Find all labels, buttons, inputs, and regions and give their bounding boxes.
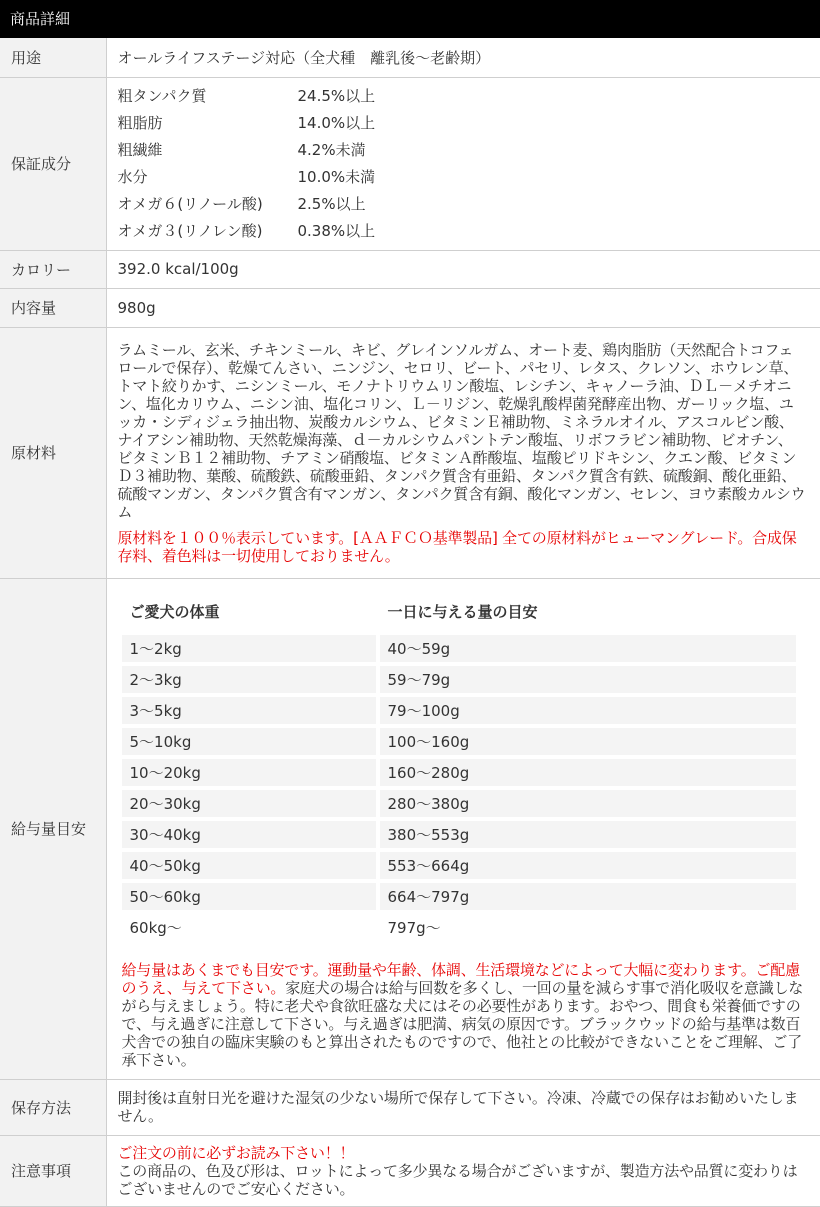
weight-cell: 3～5kg [122, 697, 376, 724]
weight-cell: 10～20kg [122, 759, 376, 786]
table-row [122, 914, 797, 941]
volume-value: 980g [106, 288, 820, 327]
row-storage [0, 1079, 820, 1135]
weight-cell: 5～10kg [122, 728, 376, 755]
row-ingredients [0, 327, 820, 578]
calorie-value: 392.0 kcal/100g [106, 250, 820, 288]
notice-warning: ご注文の前に必ずお読み下さい！！ [117, 1143, 355, 1162]
table-row [122, 697, 797, 724]
product-detail-table [0, 38, 820, 1207]
ingredients-note: 原材料を１００％表示しています。[ＡＡＦＣＯ基準製品] 全ての原材料がヒューマングレード。合成保存料、着色料は一切使用しておりません。 [117, 528, 797, 565]
amount-cell: 40～59g [380, 635, 797, 662]
row-label: 給与量目安 [0, 578, 106, 1079]
amount-cell: 280～380g [380, 790, 797, 817]
table-row [122, 790, 797, 817]
weight-cell: 1～2kg [122, 635, 376, 662]
column-header-weight: ご愛犬の体重 [129, 603, 220, 621]
row-label: 用途 [0, 38, 106, 77]
weight-cell: 60kg～ [122, 914, 376, 941]
feeding-note-warning: 給与量はあくまでも目安です。運動量や年齢、体調、生活環境などによって大幅に変わります。ご配慮のうえ、与えて下さい。 [121, 960, 800, 997]
nutrient-name: オメガ６(リノール酸) [117, 195, 263, 213]
amount-cell: 380～553g [380, 821, 797, 848]
row-label: 保証成分 [0, 77, 106, 250]
weight-cell: 30～40kg [122, 821, 376, 848]
row-label: 保存方法 [0, 1079, 106, 1135]
nutrient-value: 24.5%以上 [297, 87, 376, 105]
section-header [0, 0, 820, 38]
amount-cell: 100～160g [380, 728, 797, 755]
weight-cell: 20～30kg [122, 790, 376, 817]
weight-cell: 50～60kg [122, 883, 376, 910]
feeding-note-text: 家庭犬の場合は給与回数を多くし、一回の量を減らす事で消化吸収を意識しながら与えましょう。特に老犬や食欲旺盛な犬にはその必要性があります。おやつ、間食も栄養価ですので、与え過ぎに注意して下さい。与え過ぎは肥満、病気の原因です。ブラックウッドの給与基準は数百犬舎での独自の臨床実験のもと算出されたものですので、他社との比較ができないことをご理解、ご了承下さい。 [121, 978, 804, 1069]
nutrient-value: 2.5%以上 [297, 195, 366, 213]
notice-text: この商品の、色及び形は、ロットによって多少異なる場合がございますが、製造方法や品質に変わりはございませんのでご安心ください。 [117, 1161, 798, 1198]
nutrient-name: 粗繊維 [117, 141, 163, 159]
row-feeding [0, 578, 820, 1079]
nutrient-value: 10.0%未満 [297, 168, 376, 186]
section-title: 商品詳細 [10, 10, 71, 28]
weight-cell: 2～3kg [122, 666, 376, 693]
weight-cell: 40～50kg [122, 852, 376, 879]
row-label: 注意事項 [0, 1135, 106, 1206]
nutrient-name: オメガ３(リノレン酸) [117, 222, 263, 240]
amount-cell: 664～797g [380, 883, 797, 910]
nutrient-value: 4.2%未満 [297, 141, 366, 159]
row-notice [0, 1135, 820, 1206]
feeding-section [118, 579, 807, 1079]
nutrient-name: 粗タンパク質 [117, 87, 207, 105]
row-use [0, 38, 820, 77]
row-volume [0, 288, 820, 327]
table-row [122, 666, 797, 693]
amount-cell: 553～664g [380, 852, 797, 879]
table-row [122, 852, 797, 879]
ingredients-text: ラムミール、玄米、チキンミール、キビ、グレインソルガム、オート麦、鶏肉脂肪（天然配合トコフェロールで保存）、乾燥てんさい、ニンジン、セロリ、ビート、パセリ、レタス、クレソン、ホウレン草、トマト絞りかす、ニシンミール、モノナトリウムリン酸塩、レシチン、キャノーラ油、ＤＬ－メチオニン、塩化カリウム、ニシン油、塩化コリン、Ｌ－リジン、乾燥乳酸桿菌発酵産出物、ガーリック塩、ユッカ・シディジェラ抽出物、炭酸カルシウム、ビタミンＥ補助物、ミネラルオイル、アスコルビン酸、ナイアシン補助物、天然乾燥海藻、ｄ－カルシウムパントテン酸塩、リボフラビン補助物、ビオチン、ビタミンＢ１２補助物、チアミン硝酸塩、ビタミンＡ酢酸塩、塩酸ピリドキシン、クエン酸、ビタミンＤ３補助物、葉酸、硫酸鉄、硫酸亜鉛、タンパク質含有亜鉛、タンパク質含有鉄、硫酸銅、酸化亜鉛、硫酸マンガン、タンパク質含有マンガン、タンパク質含有銅、酸化マンガン、セレン、ヨウ素酸カルシウム [117, 340, 806, 521]
table-row [122, 883, 797, 910]
feeding-note [122, 961, 805, 1069]
nutrient-value: 14.0%以上 [297, 114, 376, 132]
row-label: 原材料 [0, 327, 106, 578]
nutrient-name: 粗脂肪 [117, 114, 163, 132]
feeding-header [122, 593, 797, 631]
row-label: カロリー [0, 250, 106, 288]
amount-cell: 59～79g [380, 666, 797, 693]
table-row [122, 635, 797, 662]
table-row [122, 759, 797, 786]
amount-cell: 79～100g [380, 697, 797, 724]
nutrient-value: 0.38%以上 [297, 222, 376, 240]
use-value: オールライフステージ対応（全犬種 離乳後～老齢期） [106, 38, 820, 77]
table-row [122, 821, 797, 848]
feeding-table [118, 589, 801, 945]
row-calorie [0, 250, 820, 288]
amount-cell: 160～280g [380, 759, 797, 786]
table-row [122, 728, 797, 755]
nutrient-name: 水分 [117, 168, 148, 186]
storage-text: 開封後は直射日光を避けた湿気の少ない場所で保存して下さい。冷凍、冷蔵での保存はお勧めいたしません。 [117, 1089, 799, 1125]
row-guarantee [0, 77, 820, 250]
column-header-amount: 一日に与える量の目安 [387, 603, 538, 621]
guarantee-list [118, 85, 807, 242]
row-label: 内容量 [0, 288, 106, 327]
amount-cell: 797g～ [380, 914, 797, 941]
